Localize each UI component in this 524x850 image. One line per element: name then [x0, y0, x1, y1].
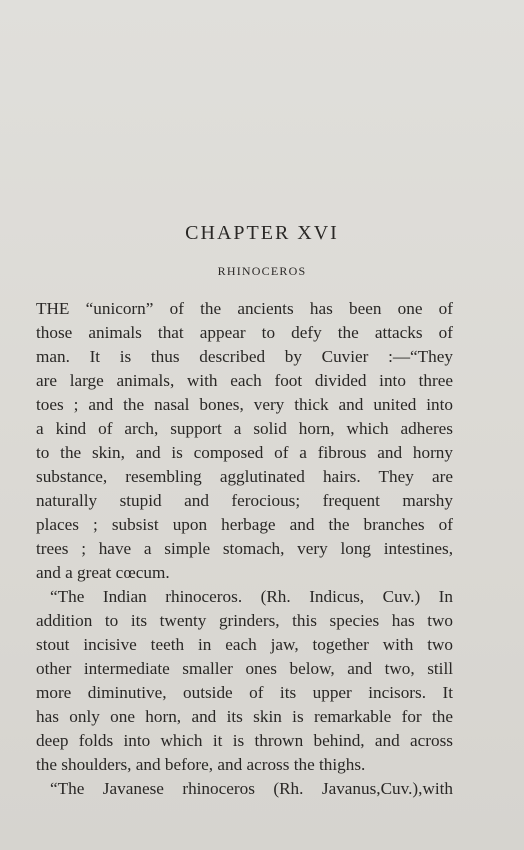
text-line: toes ; and the nasal bones, very thick and united into	[36, 395, 453, 414]
chapter-heading: CHAPTER XVI	[185, 222, 339, 244]
text-line: substance, resembling agglutinated hairs. They are	[36, 467, 453, 486]
text-line: naturally stupid and ferocious; frequent marshy	[36, 491, 453, 510]
text-line: “The Javanese rhinoceros (Rh. Javanus,Cuv.),with	[50, 779, 453, 798]
text-line: trees ; have a simple stomach, very long intestines,	[36, 539, 453, 558]
text-line: deep folds into which it is thrown behind, and across	[36, 731, 453, 750]
text-line: man. It is thus described by Cuvier :—“They	[36, 347, 453, 366]
text-line: more diminutive, outside of its upper incisors. It	[36, 683, 453, 702]
text-line: places ; subsist upon herbage and the branches of	[36, 515, 453, 534]
text-line: to the skin, and is composed of a fibrous and horny	[36, 443, 453, 462]
text-line: stout incisive teeth in each jaw, together with two	[36, 635, 453, 654]
text-line: a kind of arch, support a solid horn, which adheres	[36, 419, 453, 438]
text-line: has only one horn, and its skin is remarkable for the	[36, 707, 453, 726]
text-line: and a great cœcum.	[36, 563, 170, 582]
text-line: THE “unicorn” of the ancients has been one of	[36, 299, 453, 318]
text-line: the shoulders, and before, and across the thighs.	[36, 755, 366, 774]
text-line: those animals that appear to defy the attacks of	[36, 323, 453, 342]
text-line: other intermediate smaller ones below, and two, still	[36, 659, 453, 678]
text-line: “The Indian rhinoceros. (Rh. Indicus, Cuv.) In	[50, 587, 453, 606]
text-line: are large animals, with each foot divided into three	[36, 371, 453, 390]
text-line: addition to its twenty grinders, this species has two	[36, 611, 453, 630]
section-title: RHINOCEROS	[217, 264, 307, 278]
